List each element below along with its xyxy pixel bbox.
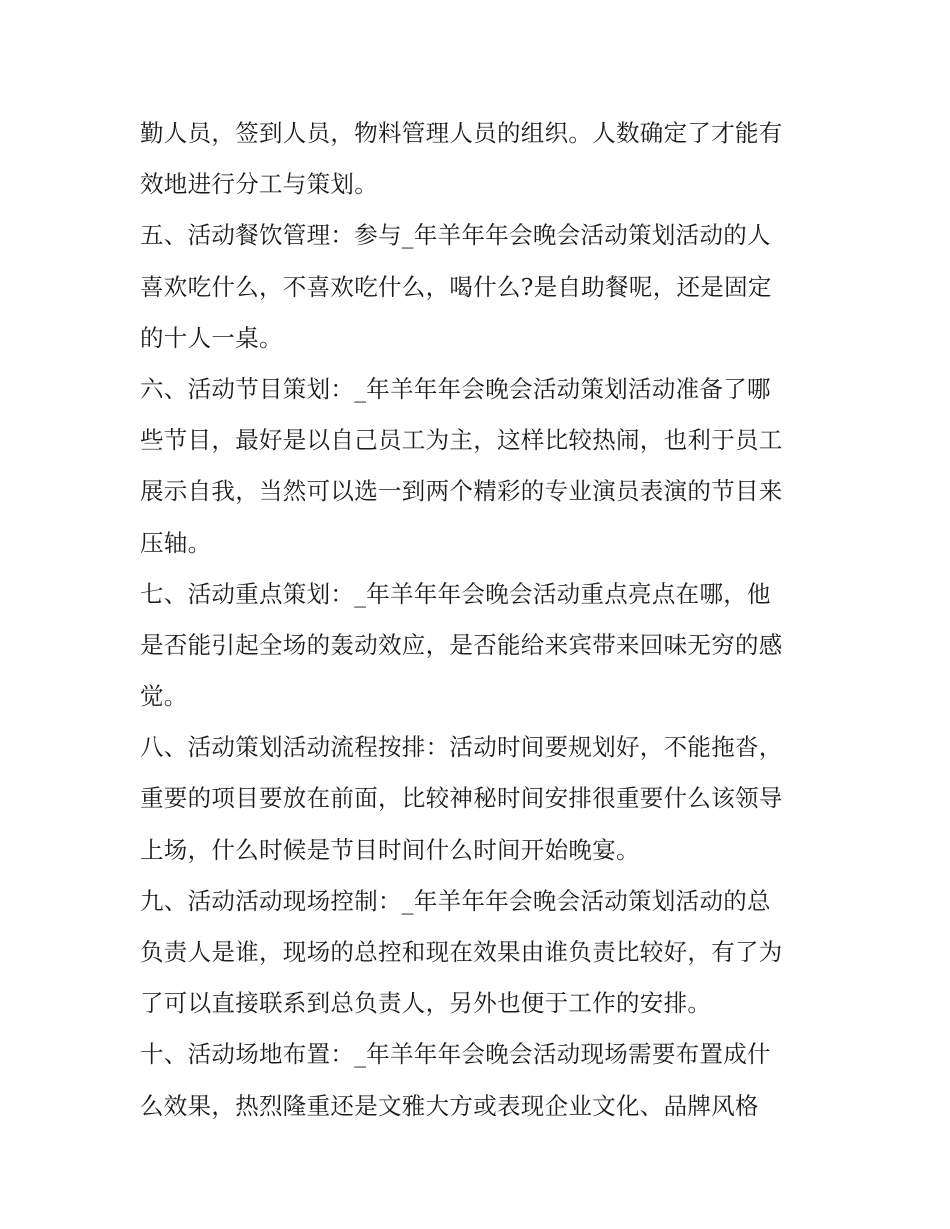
text-line: 重要的项目要放在前面，比较神秘时间安排很重要什么该领导	[140, 784, 783, 813]
text-line: 勤人员，签到人员，物料管理人员的组织。人数确定了才能有	[140, 119, 783, 147]
text-line: 压轴。	[140, 528, 212, 557]
text-line: 些节目，最好是以自己员工为主，这样比较热闹，也利于员工	[140, 426, 783, 455]
section-six-heading-line: 六、活动节目策划：_年羊年年会晚会活动策划活动准备了哪	[140, 374, 771, 403]
text-line: 了可以直接联系到总负责人，另外也便于工作的安排。	[140, 989, 712, 1018]
text-line: 负责人是谁，现场的总控和现在效果由谁负责比较好，有了为	[140, 938, 783, 966]
text-line: 上场，什么时候是节目时间什么时间开始晚宴。	[140, 835, 640, 864]
text-line: 是否能引起全场的轰动效应，是否能给来宾带来回味无穷的感	[140, 630, 783, 659]
text-line: 觉。	[140, 682, 188, 711]
section-seven-heading-line: 七、活动重点策划：_年羊年年会晚会活动重点亮点在哪，他	[140, 579, 771, 608]
section-nine-heading-line: 九、活动活动现场控制：_年羊年年会晚会活动策划活动的总	[140, 886, 771, 915]
text-line: 展示自我，当然可以选一到两个精彩的专业演员表演的节目来	[140, 477, 783, 506]
section-five-heading-line: 五、活动餐饮管理：参与_年羊年年会晚会活动策划活动的人	[140, 221, 771, 250]
text-line: 喜欢吃什么，不喜欢吃什么，喝什么?是自助餐呢，还是固定	[140, 272, 772, 301]
section-eight-heading-line: 八、活动策划活动流程按排：活动时间要规划好，不能拖沓，	[140, 733, 783, 762]
text-line: 的十人一桌。	[140, 323, 283, 352]
text-line: 么效果，热烈隆重还是文雅大方或表现企业文化、品牌风格	[140, 1091, 759, 1120]
text-line: 效地进行分工与策划。	[140, 170, 378, 199]
body-text	[140, 108, 820, 1132]
section-ten-heading-line: 十、活动场地布置：_年羊年年会晚会活动现场需要布置成什	[140, 1040, 771, 1069]
